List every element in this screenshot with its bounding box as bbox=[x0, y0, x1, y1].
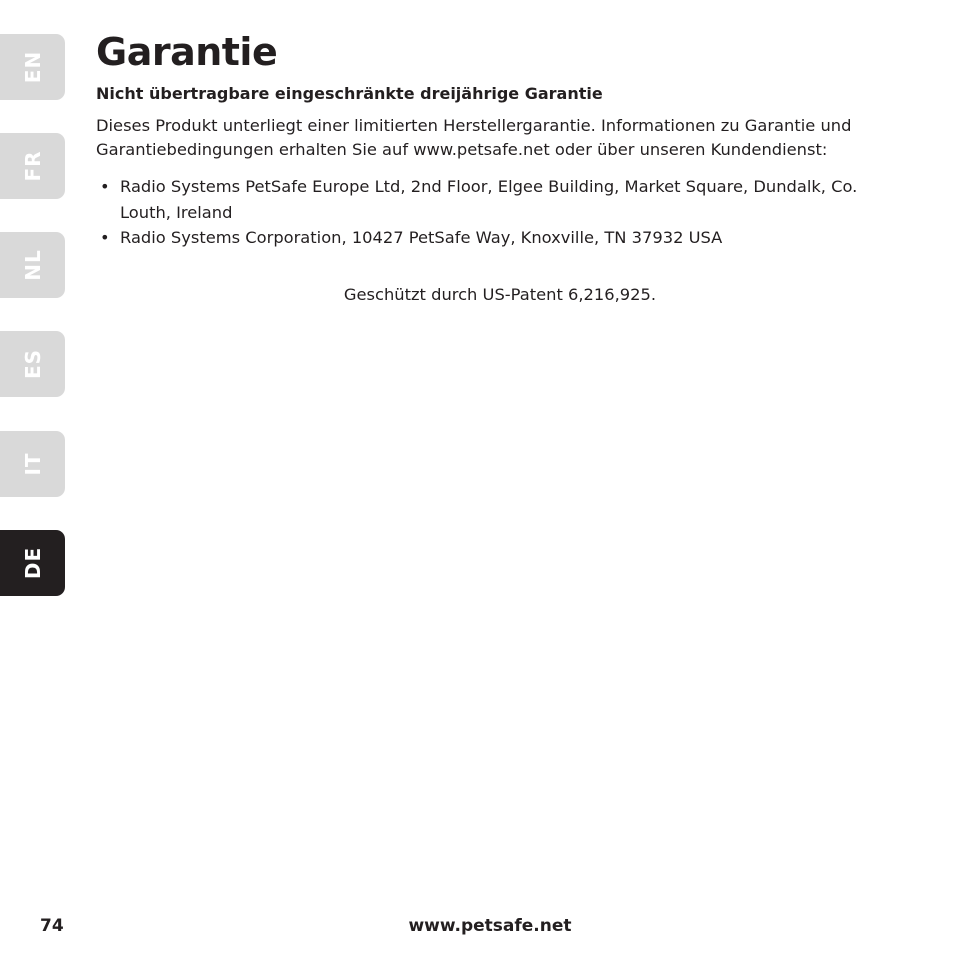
warranty-intro-text: Dieses Produkt unterliegt einer limitierten Herstellergarantie. Informationen zu Garantie und Garantiebedingungen erhalten Sie auf www.petsafe.net oder über unseren Kundendienst: bbox=[96, 116, 852, 159]
list-item bbox=[96, 174, 886, 225]
tab-nl-label: NL bbox=[20, 249, 45, 281]
tab-fr[interactable] bbox=[0, 133, 65, 199]
tab-de-label: DE bbox=[20, 546, 45, 580]
tab-en-label: EN bbox=[20, 50, 45, 84]
tab-es-label: ES bbox=[20, 348, 45, 380]
tab-it-label: IT bbox=[20, 452, 45, 476]
tab-de[interactable] bbox=[0, 530, 65, 596]
tab-nl[interactable] bbox=[0, 232, 65, 298]
list-item bbox=[96, 225, 886, 251]
address-list bbox=[96, 174, 886, 251]
address-text: Radio Systems PetSafe Europe Ltd, 2nd Floor, Elgee Building, Market Square, Dundalk, Co. Louth, Ireland bbox=[120, 177, 858, 222]
tab-fr-label: FR bbox=[20, 150, 45, 182]
patent-note: Geschützt durch US-Patent 6,216,925. bbox=[343, 285, 657, 304]
page-number: 74 bbox=[40, 916, 64, 936]
section-subtitle: Nicht übertragbare eingeschränkte dreijährige Garantie bbox=[96, 84, 603, 103]
tab-en[interactable] bbox=[0, 34, 65, 100]
bullet-icon: • bbox=[100, 228, 110, 247]
page-title: Garantie bbox=[96, 30, 278, 74]
footer-url: www.petsafe.net bbox=[408, 916, 572, 936]
tab-es[interactable] bbox=[0, 331, 65, 397]
bullet-icon: • bbox=[100, 177, 110, 196]
address-text: Radio Systems Corporation, 10427 PetSafe Way, Knoxville, TN 37932 USA bbox=[120, 228, 723, 247]
tab-it[interactable] bbox=[0, 431, 65, 497]
